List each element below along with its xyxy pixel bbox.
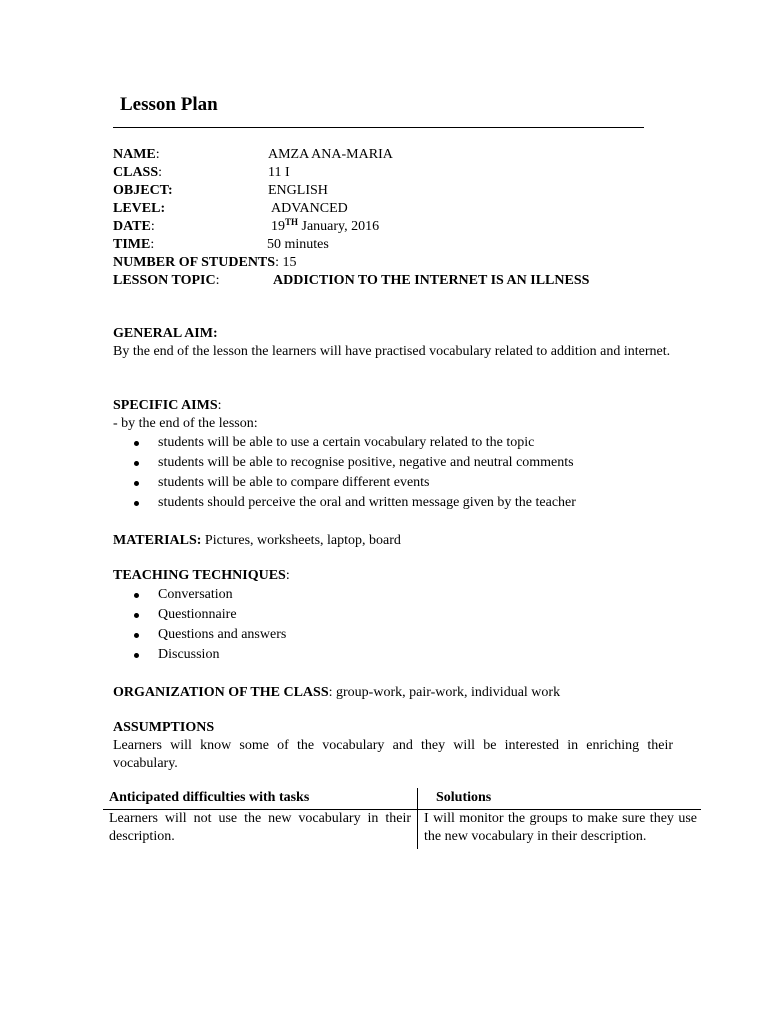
bullet-icon — [134, 461, 139, 466]
time-label: TIME — [113, 237, 151, 252]
object-value: ENGLISH — [268, 183, 328, 198]
date-sep: : — [150, 219, 155, 234]
teaching-techniques-heading: TEACHING TECHNIQUES — [113, 568, 286, 583]
teaching-techniques-section — [113, 567, 673, 665]
teaching-techniques-sep: : — [285, 568, 290, 583]
bullet-icon — [134, 613, 139, 618]
info-row-date — [113, 218, 673, 236]
materials-text: Pictures, worksheets, laptop, board — [201, 533, 401, 548]
bullet-icon — [134, 653, 139, 658]
list-item: students will be able to use a certain vocabulary related to the topic — [113, 433, 673, 453]
list-item: Discussion — [113, 645, 673, 665]
table-header-difficulties: Anticipated difficulties with tasks — [109, 790, 310, 805]
teaching-techniques-list — [113, 585, 673, 665]
bullet-icon — [134, 481, 139, 486]
date-superscript: TH — [285, 217, 299, 227]
class-label: CLASS — [113, 165, 159, 180]
specific-aims-list — [113, 433, 673, 513]
general-aim-heading: GENERAL AIM: — [113, 326, 218, 341]
date-value — [271, 218, 379, 236]
name-value: AMZA ANA-MARIA — [268, 147, 393, 162]
bullet-icon — [134, 501, 139, 506]
general-aim-text: By the end of the lesson the learners will have practised vocabulary related to addition and internet. — [113, 344, 671, 359]
list-item: Questions and answers — [113, 625, 673, 645]
table-header-solutions: Solutions — [436, 790, 492, 805]
specific-aims-sep: : — [217, 398, 222, 413]
bullet-icon — [134, 633, 139, 638]
topic-label: LESSON TOPIC — [113, 273, 216, 288]
lesson-info — [113, 146, 673, 290]
info-row-object — [113, 182, 673, 200]
general-aim-section — [113, 325, 673, 361]
list-item: students should perceive the oral and written message given by the teacher — [113, 493, 673, 513]
info-row-level — [113, 200, 673, 218]
students-value: : 15 — [275, 255, 297, 270]
date-label: DATE — [113, 219, 151, 234]
students-label: NUMBER OF STUDENTS — [113, 255, 276, 270]
info-row-time — [113, 236, 673, 254]
materials-section — [113, 532, 673, 550]
info-row-class — [113, 164, 673, 182]
bullet-icon — [134, 441, 139, 446]
difficulties-table — [103, 788, 701, 850]
title-underline — [113, 127, 644, 128]
specific-aims-heading: SPECIFIC AIMS — [113, 398, 218, 413]
class-sep: : — [158, 165, 163, 180]
page-title: Lesson Plan — [120, 94, 218, 115]
info-row-name — [113, 146, 673, 164]
table-cell-solution: I will monitor the groups to make sure they use the new vocabulary in their description. — [424, 811, 697, 844]
time-sep: : — [150, 237, 155, 252]
date-day: 19 — [271, 219, 285, 234]
list-item: students will be able to compare different events — [113, 473, 673, 493]
organization-text: : group-work, pair-work, individual work — [328, 685, 561, 700]
assumptions-heading: ASSUMPTIONS — [113, 720, 215, 735]
name-label: NAME — [113, 147, 156, 162]
specific-aims-section — [113, 397, 673, 513]
list-item: Questionnaire — [113, 605, 673, 625]
name-sep: : — [155, 147, 160, 162]
list-item: students will be able to recognise positive, negative and neutral comments — [113, 453, 673, 473]
materials-heading: MATERIALS: — [113, 533, 202, 548]
bullet-icon — [134, 593, 139, 598]
table-cell-difficulty: Learners will not use the new vocabulary in their description. — [109, 811, 411, 844]
class-value: 11 I — [268, 165, 290, 180]
info-row-topic — [113, 272, 673, 290]
specific-aims-intro: - by the end of the lesson: — [113, 416, 258, 431]
object-label: OBJECT: — [113, 183, 173, 198]
table-column-divider — [417, 788, 418, 849]
topic-sep: : — [215, 273, 220, 288]
topic-value: ADDICTION TO THE INTERNET IS AN ILLNESS — [273, 273, 590, 288]
assumptions-text: Learners will know some of the vocabulary and they will be interested in enriching their vocabulary. — [113, 738, 673, 771]
organization-heading: ORGANIZATION OF THE CLASS — [113, 685, 329, 700]
organization-section — [113, 684, 673, 702]
list-item: Conversation — [113, 585, 673, 605]
date-rest: January, 2016 — [298, 219, 380, 234]
level-label: LEVEL: — [113, 201, 166, 216]
assumptions-section — [113, 719, 673, 773]
info-row-students — [113, 254, 673, 272]
time-value: 50 minutes — [267, 237, 329, 252]
level-value: ADVANCED — [271, 201, 348, 216]
